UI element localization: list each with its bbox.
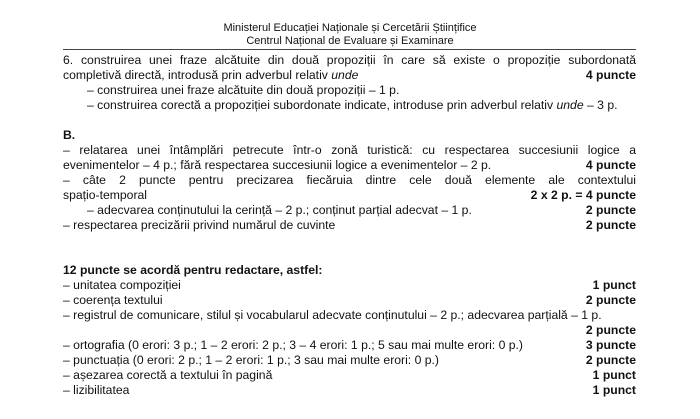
item6-sub2-text-b: – 3 p. bbox=[583, 98, 618, 112]
redactare-item-points: 1 punct bbox=[592, 278, 636, 292]
redactare-item-text: – coerența textului bbox=[63, 293, 163, 307]
section-b-line5 bbox=[87, 203, 636, 218]
section-b-line4-points: 2 x 2 p. = 4 puncte bbox=[530, 188, 636, 202]
section-b-line2 bbox=[63, 158, 636, 173]
item6-line2-emphasis: unde bbox=[331, 68, 359, 82]
redactare-item-text: – ortografia (0 erori: 3 p.; 1 – 2 erori: 2 p.; 3 – 4 erori: 1 p.; 5 sau mai multe erori: 0 p.) bbox=[63, 338, 523, 352]
item6-line1: 6. construirea unei fraze alcătuite din două propoziții în care să existe o propoziție subordonată bbox=[63, 53, 636, 67]
section-b-line2-points: 4 puncte bbox=[585, 158, 636, 172]
item6-line2 bbox=[63, 68, 636, 83]
redactare-item bbox=[63, 293, 636, 308]
redactare-item-points: 2 puncte bbox=[585, 323, 636, 337]
section-b-title: B. bbox=[63, 128, 76, 142]
redactare-item-text: – lizibilitatea bbox=[63, 383, 130, 397]
redactare-item-text: – punctuația (0 erori: 2 p.; 1 – 2 erori: 1 p.; 3 sau mai multe erori: 0 p.) bbox=[63, 353, 439, 367]
redactare-item-points: 2 puncte bbox=[585, 353, 636, 367]
redactare-item-text: – registrul de comunicare, stilul și vocabularul adecvate conținutului – 2 p.; adecvarea parțială – 1 p. bbox=[63, 308, 602, 322]
item6-line2-text: completivă directă, introdusă prin adverbul relativ bbox=[63, 68, 332, 82]
redactare-item bbox=[63, 308, 636, 323]
section-b-line4 bbox=[63, 188, 636, 203]
section-b-line6-text: – respectarea precizării privind numărul de cuvinte bbox=[63, 218, 336, 232]
header-center: Centrul Național de Evaluare și Examinare bbox=[246, 35, 454, 47]
item6-sub2-emphasis: unde bbox=[556, 98, 584, 112]
section-b-line6 bbox=[63, 218, 636, 233]
section-b-line2-text: evenimentelor – 4 p.; fără respectarea succesiunii logice a evenimentelor – 2 p. bbox=[63, 158, 492, 172]
redactare-item bbox=[63, 338, 636, 353]
section-b-line5-points: 2 puncte bbox=[585, 203, 636, 217]
redactare-title: 12 puncte se acordă pentru redactare, astfel: bbox=[63, 263, 323, 277]
redactare-item-points: 3 puncte bbox=[585, 338, 636, 352]
item6-sub2 bbox=[87, 98, 636, 113]
section-b-line6-points: 2 puncte bbox=[585, 218, 636, 232]
redactare-item-points: 1 punct bbox=[592, 368, 636, 382]
redactare-item-text: – unitatea compoziției bbox=[63, 278, 181, 292]
section-b-line4-text: spațio-temporal bbox=[63, 188, 147, 202]
redactare-item-points: 1 punct bbox=[592, 383, 636, 397]
redactare-item bbox=[63, 368, 636, 383]
header-rule bbox=[63, 49, 636, 50]
item6-points: 4 puncte bbox=[585, 68, 636, 82]
redactare-item bbox=[63, 353, 636, 368]
redactare-item bbox=[63, 278, 636, 293]
section-b-line3: – câte 2 puncte pentru precizarea fiecăruia dintre cele două elemente ale contextului bbox=[63, 173, 636, 187]
header-ministry: Ministerul Educației Naționale și Cercetării Științifice bbox=[223, 22, 477, 34]
section-b-line5-text: – adecvarea conținutului la cerință – 2 p.; conținut parțial adecvat – 1 p. bbox=[87, 203, 472, 217]
item6-sub1: – construirea unei fraze alcătuite din două propoziții – 1 p. bbox=[87, 83, 400, 97]
redactare-item bbox=[63, 383, 636, 398]
item6-sub2-text-a: – construirea corectă a propoziției subordonate indicate, introduse prin adverbul relativ bbox=[87, 98, 557, 112]
section-b-line1: – relatarea unei întâmplări petrecute într-o zonă turistică: cu respectarea succesiunii logice a bbox=[63, 143, 636, 157]
redactare-item-text: – așezarea corectă a textului în pagină bbox=[63, 368, 273, 382]
redactare-item-points: 2 puncte bbox=[585, 293, 636, 307]
redactare-item bbox=[63, 323, 636, 338]
